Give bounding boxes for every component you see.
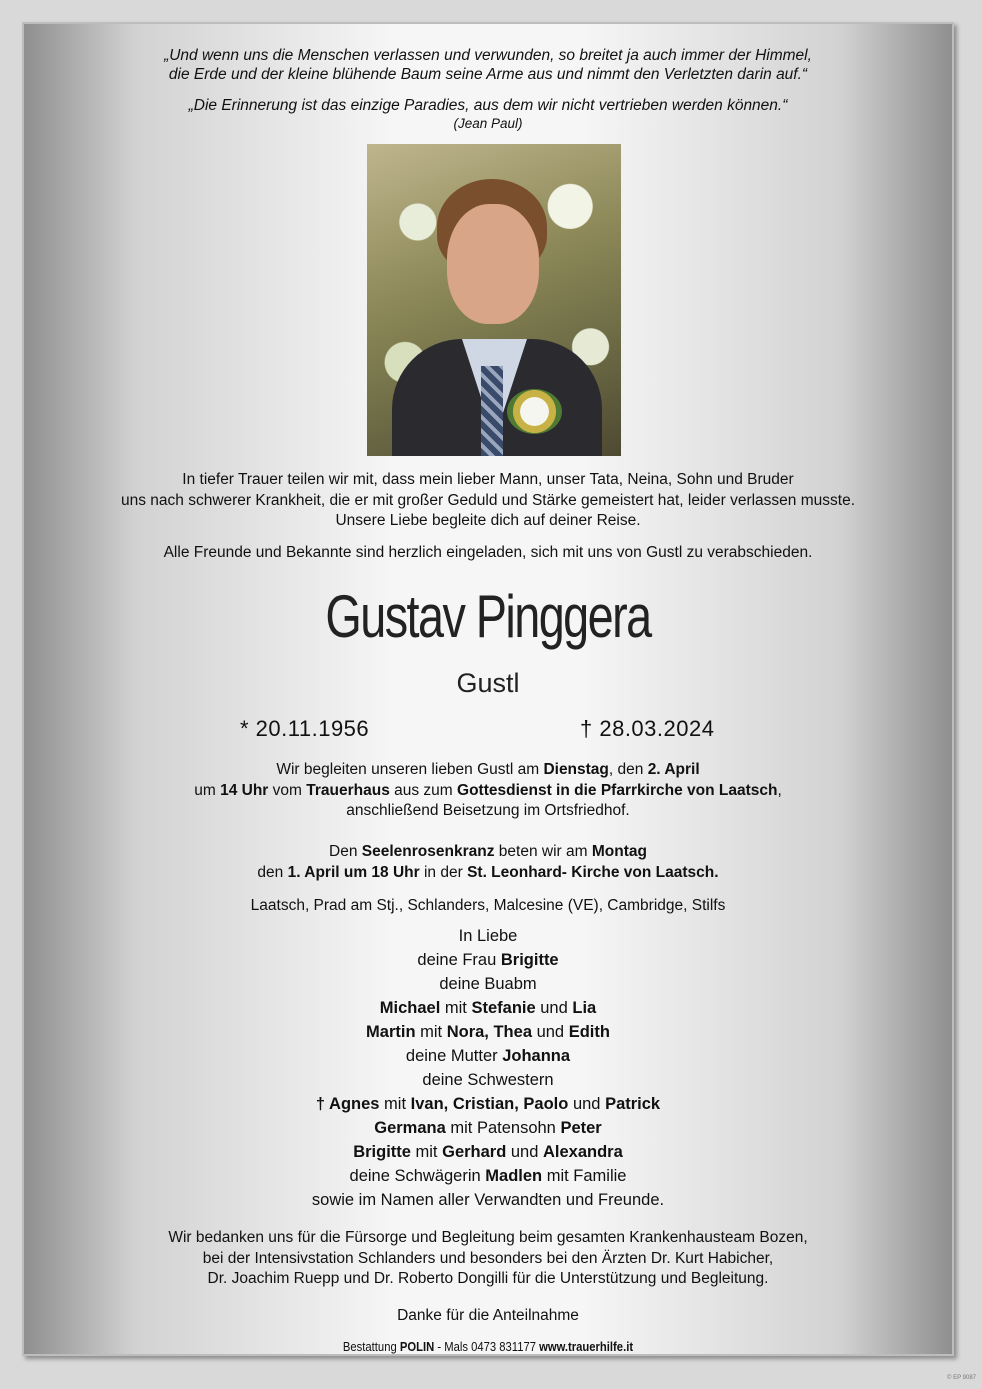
quote-1-line-1: „Und wenn uns die Menschen verlassen und verwunden, so breitet ja auch immer der Himmel, [164, 47, 812, 64]
quote-1 [24, 46, 952, 84]
service-line-2: um 14 Uhr vom Trauerhaus aus zum Gottesdienst in die Pfarrkirche von Laatsch, [194, 781, 782, 799]
service-info [24, 760, 952, 822]
family-line: Michael mit Stefanie und Lia [379, 999, 597, 1017]
intro-line-1: In tiefer Trauer teilen wir mit, dass mein lieber Mann, unser Tata, Neina, Sohn und Bruder [182, 471, 794, 488]
family-line: In Liebe [458, 927, 518, 945]
family-line: sowie im Namen aller Verwandten und Freunde. [311, 1191, 665, 1209]
family-line: Brigitte mit Gerhard und Alexandra [353, 1143, 623, 1161]
name-block [24, 582, 952, 651]
family-line: Germana mit Patensohn Peter [374, 1119, 602, 1137]
quote-2-author: (Jean Paul) [453, 116, 523, 131]
family-line: deine Schwestern [422, 1071, 554, 1089]
service-line-3: anschließend Beisetzung im Ortsfriedhof. [346, 802, 630, 819]
family-line: deine Buabm [439, 975, 537, 993]
family-line: deine Frau Brigitte [417, 951, 559, 969]
quote-1-line-2: die Erde und der kleine blühende Baum seine Arme aus und nimmt den Verletzten darin auf.“ [168, 66, 808, 83]
thanks-line-3: Dr. Joachim Ruepp und Dr. Roberto Dongilli für die Unterstützung und Begleitung. [207, 1270, 769, 1287]
website-link[interactable]: www.trauerhilfe.it [539, 1340, 634, 1354]
thanks-text [24, 1228, 952, 1290]
rosary-line-1: Den Seelenrosenkranz beten wir am Montag [329, 843, 647, 860]
thanks-line-1: Wir bedanken uns für die Fürsorge und Begleitung beim gesamten Krankenhausteam Bozen, [168, 1229, 808, 1246]
places-list: Laatsch, Prad am Stj., Schlanders, Malcesine (VE), Cambridge, Stilfs [250, 897, 726, 914]
family-line: deine Schwägerin Madlen mit Familie [349, 1167, 627, 1185]
invitation-text: Alle Freunde und Bekannte sind herzlich eingeladen, sich mit uns von Gustl zu verabschieden. [163, 544, 813, 561]
thanks-line-2: bei der Intensivstation Schlanders und besonders bei den Ärzten Dr. Kurt Habicher, [202, 1249, 774, 1267]
funeral-home-footer: Bestattung POLIN - Mals 0473 831177 www.trauerhilfe.it [342, 1340, 634, 1354]
deceased-name: Gustav Pinggera [325, 583, 651, 650]
intro-text [24, 470, 952, 532]
copyright-mark: © EP 9087 [947, 1375, 976, 1381]
intro-line-3: Unsere Liebe begleite dich auf deiner Reise. [335, 512, 641, 529]
rosary-info [24, 842, 952, 883]
family-line: Martin mit Nora, Thea und Edith [366, 1023, 610, 1041]
portrait-photo [367, 144, 621, 456]
family-line: deine Mutter Johanna [405, 1047, 571, 1065]
obituary-card [22, 22, 954, 1356]
service-line-1: Wir begleiten unseren lieben Gustl am Dienstag, den 2. April [276, 761, 700, 778]
birth-date: * 20.11.1956 [240, 716, 370, 741]
family-line: † Agnes mit Ivan, Cristian, Paolo und Patrick [315, 1095, 661, 1113]
closing-thanks: Danke für die Anteilnahme [397, 1307, 579, 1324]
death-date: † 28.03.2024 [580, 716, 715, 741]
quote-2 [24, 96, 952, 132]
family-list [24, 924, 952, 1212]
quote-2-text: „Die Erinnerung ist das einzige Paradies, aus dem wir nicht vertrieben werden können.“ [188, 97, 788, 114]
rosary-line-2: den 1. April um 18 Uhr in der St. Leonhard- Kirche von Laatsch. [257, 863, 719, 881]
intro-line-2: uns nach schwerer Krankheit, die er mit großer Geduld und Stärke gemeistert hat, leider verlassen musste. [120, 491, 855, 509]
deceased-nickname: Gustl [456, 668, 520, 698]
